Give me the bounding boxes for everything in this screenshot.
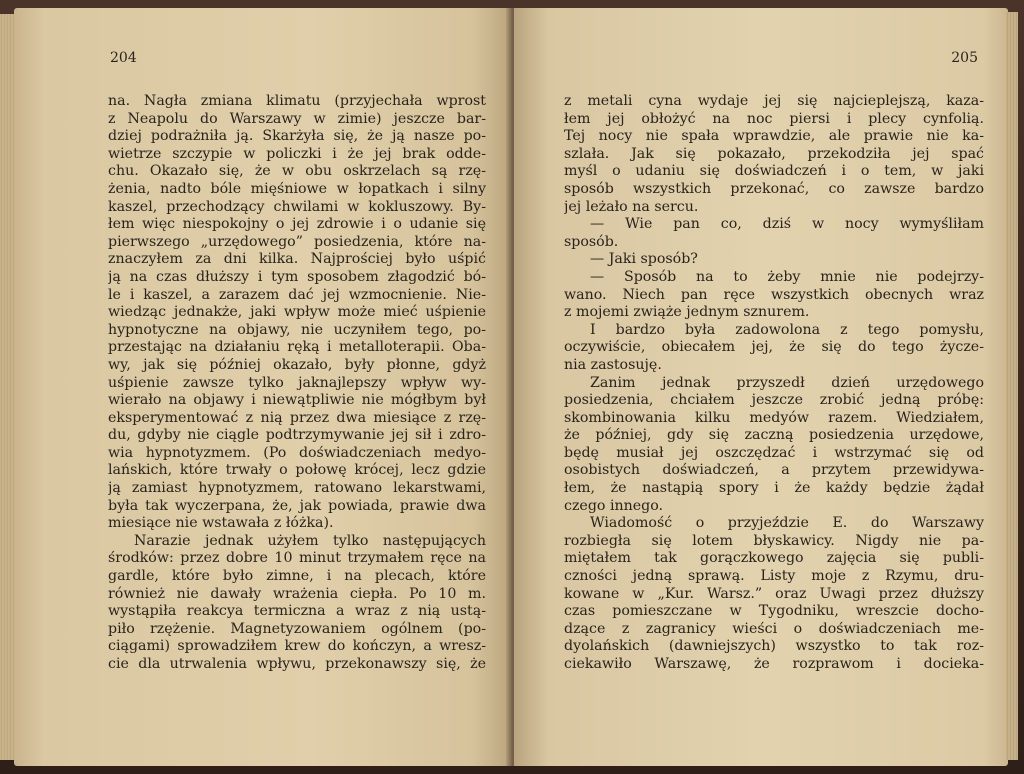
text-line: łem więc niespokojny o jej zdrowie i o udanie się: [108, 216, 486, 233]
left-page: [14, 8, 512, 766]
text-line: czas pomieszczane w Tygodniku, wreszcie docho-: [564, 603, 984, 620]
text-line: ją na czas dłuższy i tym sposobem złagodzić bó-: [108, 268, 486, 285]
text-line: gardle, które było zimne, i na plecach, które: [108, 568, 486, 585]
text-line: I bardzo była zadowolona z tego pomysłu,: [590, 321, 984, 338]
text-line: ciągami) sprowadziłem krew do kończyn, a wresz-: [108, 638, 486, 655]
text-line: piło rzężenie. Magnetyzowaniem ogólnem (po-: [108, 620, 486, 637]
text-line: dyolańskich (dawniejszych) wszystko to tak roz-: [564, 638, 984, 655]
text-line: oczywiście, obiecałem jej, że się do tego życze-: [564, 339, 984, 356]
text-line: skombinowania kilku medyów razem. Wiedziałem,: [564, 409, 984, 426]
text-line: szlała. Jak się pokazało, przekodziła jej spać: [564, 145, 984, 162]
text-line: rozbiegła się lotem błyskawicy. Nigdy nie pa-: [564, 532, 984, 549]
text-line: — Wie pan co, dziś w nocy wymyśliłam: [590, 216, 984, 233]
text-line: będę musiał jej oszczędzać i wstrzymać się od: [564, 444, 984, 461]
text-line: z Neapolu do Warszawy w zimie) jeszcze bar-: [108, 110, 486, 127]
text-line: kowane w „Kur. Warsz.” oraz Uwagi przez dłuższy: [564, 585, 984, 602]
text-line: le i kaszel, a zarazem dać jej wzmocnienie. Nie-: [108, 286, 486, 303]
text-line: znaczyłem za dni kilka. Najprościej było uśpić: [108, 251, 486, 268]
text-line: myśl o udaniu się doświadczeń i o tem, w jaki: [564, 163, 984, 180]
text-line: przestając na działaniu ręką i metalloterapii. Oba-: [108, 339, 486, 356]
text-line: ją zamiast hypnotyzmem, ratowano lekarstwami,: [108, 480, 486, 497]
text-line: czego innego.: [564, 497, 664, 514]
text-line: Wiadomość o przyjeździe E. do Warszawy: [590, 515, 984, 532]
text-line: ciekawiło Warszawę, że rozprawom i docieka-: [564, 656, 984, 672]
right-page-number: 205: [951, 50, 978, 66]
text-line: na. Nagła zmiana klimatu (przyjechała wprost: [108, 93, 486, 109]
text-line: — Sposób na to żeby mnie nie podejrzy-: [590, 268, 984, 285]
text-line: środków: przez dobre 10 minut trzymałem ręce na: [108, 550, 486, 567]
left-page-text: [108, 93, 486, 674]
text-line: Tej nocy nie spała wprawdzie, ale prawie nie ka-: [564, 128, 984, 145]
right-page: [514, 8, 1008, 766]
text-line: z metali cyna wydaje jej się najcieplejszą, kaza-: [564, 93, 984, 109]
text-line: żenia, nadto bóle mięśniowe w łopatkach i silny: [108, 180, 486, 197]
text-line: posiedzenia, chciałem jeszcze zrobić jedną próbę:: [564, 392, 984, 409]
text-line: miętałem tak gorączkowego zajęcia się publi-: [564, 550, 984, 567]
text-line: pierwszego „urzędowego” posiedzenia, które na-: [108, 233, 486, 250]
text-line: łem, że nastąpią spory i że każdy będzie żądał: [564, 480, 984, 497]
text-line: dziej podrażniła ją. Skarżyła się, że ją nasze po-: [108, 128, 486, 145]
text-line: osobistych doświadczeń, a przytem przewidywa-: [564, 462, 984, 479]
text-line: eksperymentować z nią przez dwa miesiące z rzę-: [108, 409, 486, 426]
text-line: Zanim jednak przyszedł dzień urzędowego: [590, 374, 984, 391]
text-line: hypnotyczne na objawy, nie uczyniłem tego, po-: [108, 321, 486, 338]
text-line: wierało na objawy i niewątpliwie nie mógłbym był: [108, 392, 486, 409]
text-line: wietrze szczypie w policzki i że jej brak odde-: [108, 145, 486, 162]
text-line: wy, jak się później okazało, były płonne, gdyż: [108, 356, 486, 373]
text-line: jej leżało na sercu.: [564, 198, 699, 215]
text-line: wystąpiła reakcya termiczna a wraz z nią ustą-: [108, 603, 486, 620]
text-line: chu. Okazało się, że w obu oskrzelach są rzę-: [108, 163, 486, 180]
text-line: dzące z zagranicy wieści o doświadczeniach me-: [564, 620, 984, 637]
text-line: uśpienie zawsze tylko jaknajlepszy wpływ wy-: [108, 374, 486, 391]
text-line: wia hypnotyzmem. (Po doświadczeniach medyo-: [108, 444, 486, 461]
text-line: — Jaki sposób?: [590, 251, 698, 268]
left-page-number: 204: [110, 50, 137, 66]
text-line: kaszel, przechodzący chwilami w kokluszowy. By-: [108, 198, 486, 215]
text-line: du, gdyby nie ciągle podtrzymywanie jej sił i zdro-: [108, 427, 486, 444]
text-line: czności jedną sprawą. Listy moje z Rzymu, dru-: [564, 568, 984, 585]
text-line: łem jej obłożyć na noc piersi i plecy cynfolią.: [564, 110, 984, 127]
text-line: Narazie jednak użyłem tylko następujących: [134, 532, 486, 549]
text-line: również nie dawały wrażenia ciepła. Po 10 m.: [108, 585, 486, 602]
text-line: z mojemi zwiąże jednym sznurem.: [564, 304, 810, 321]
text-line: że później, gdy się zaczną posiedzenia urzędowe,: [564, 427, 984, 444]
text-line: sposób.: [564, 233, 619, 250]
right-page-edges: [1006, 12, 1018, 760]
text-line: wiedząc jednakże, jaki wpływ może mieć uśpienie: [108, 304, 486, 321]
text-line: była tak wyczerpana, że, jak powiada, prawie dwa: [108, 497, 486, 514]
text-line: wano. Niech pan ręce wszystkich obecnych wraz: [564, 286, 984, 303]
text-line: miesiące nie wstawała z łóżka).: [108, 515, 334, 532]
text-line: cie dla utrwalenia wpływu, przekonawszy się, że: [108, 656, 486, 672]
right-page-text: [564, 93, 984, 674]
text-line: sposób wszystkich przekonać, co zawsze bardzo: [564, 180, 984, 197]
text-line: lańskich, które trwały o połowę krócej, lecz gdzie: [108, 462, 486, 479]
text-line: nia zastosuję.: [564, 356, 662, 373]
